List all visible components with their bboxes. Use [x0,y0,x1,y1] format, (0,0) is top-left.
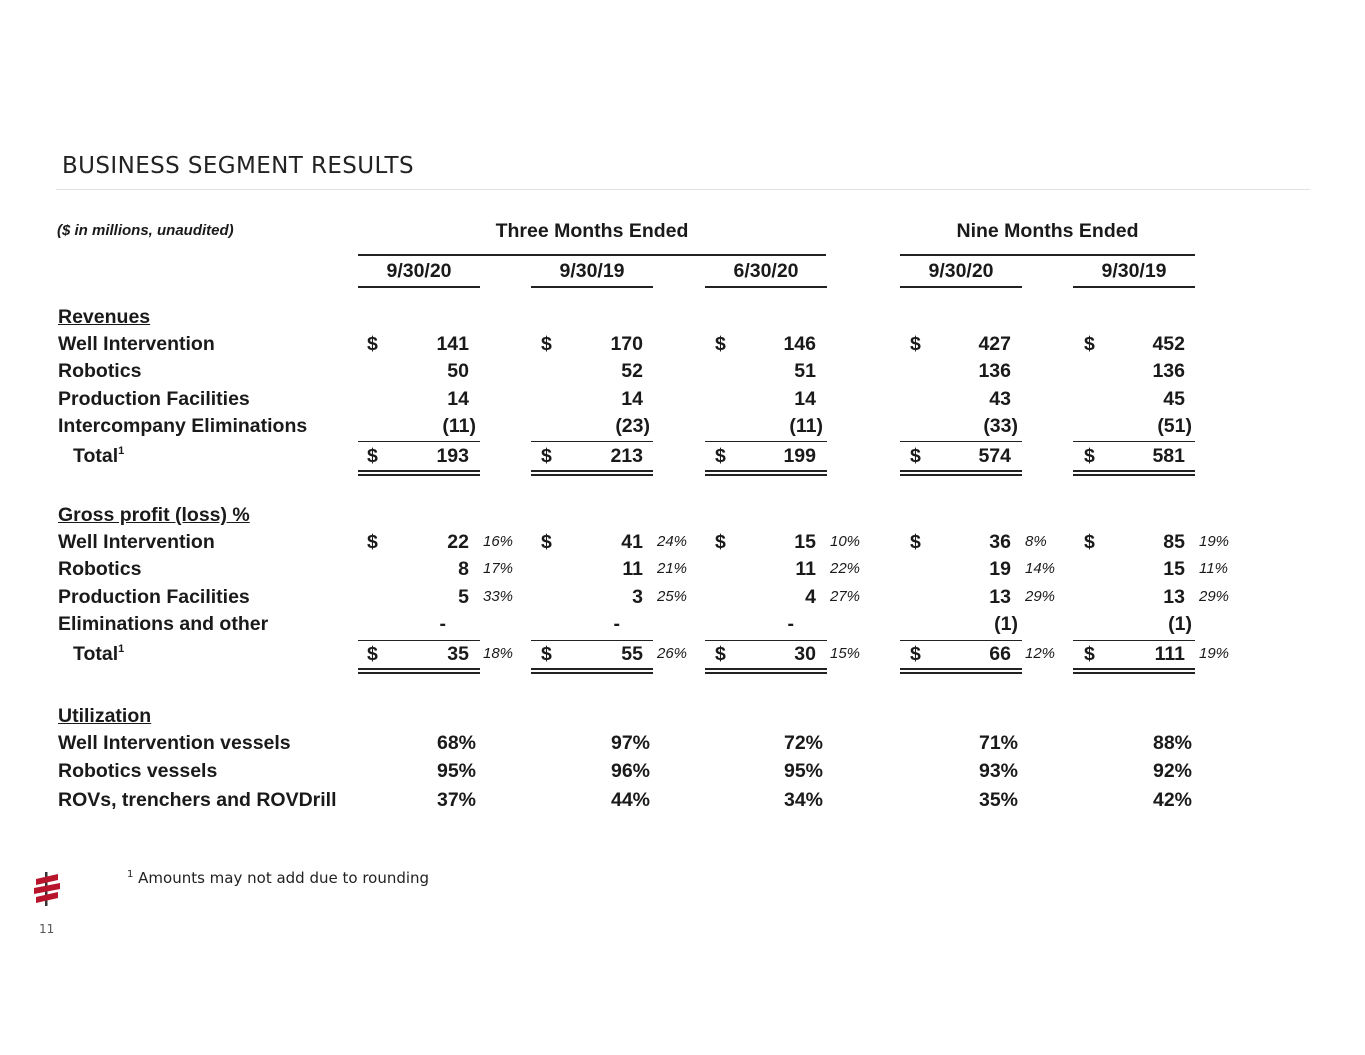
currency-symbol: $ [910,531,921,553]
cell-value: (1) [1168,613,1192,635]
utilization-value: 92% [1152,760,1192,782]
row-label: ROVs, trenchers and ROVDrill [58,789,337,811]
utilization-value: 72% [783,732,823,754]
margin-pct: 25% [657,588,688,605]
currency-symbol: $ [541,531,552,553]
row-label: Well Intervention [58,531,215,553]
total-label-text: Total [73,643,119,665]
cell-value: 11 [622,558,643,580]
col-header-rule [1073,286,1195,288]
currency-symbol: $ [1084,531,1095,553]
margin-pct: 21% [657,560,688,577]
subtotal-rule [900,640,1022,641]
subtotal-rule [358,640,480,641]
cell-value: 136 [1152,360,1185,382]
col-header-rule [705,286,827,288]
margin-pct: 26% [657,645,688,662]
cell-value: 136 [978,360,1011,382]
row-label: Intercompany Eliminations [58,415,308,437]
col-header-rule [900,286,1022,288]
helix-logo [30,871,64,907]
col-header-3: 6/30/20 [733,260,799,282]
footnote-marker: 1 [118,643,125,655]
currency-symbol: $ [910,333,921,355]
utilization-value: 93% [978,760,1018,782]
currency-symbol: $ [541,643,552,665]
total-double-rule [358,668,480,674]
cell-value: (11) [442,415,476,437]
utilization-value: 35% [978,789,1018,811]
margin-pct: 15% [830,645,861,662]
row-label: Production Facilities [58,586,250,608]
col-header-rule [531,286,653,288]
section-heading-utilization: Utilization [58,705,152,727]
total-value: 35 [447,643,469,665]
helix-logo-icon [30,871,64,907]
currency-symbol: $ [715,643,726,665]
margin-pct: 24% [657,533,688,550]
margin-pct: 29% [1025,588,1056,605]
utilization-value: 95% [783,760,823,782]
subtotal-rule [1073,441,1195,442]
currency-symbol: $ [367,445,378,467]
margin-pct: 10% [830,533,861,550]
section-heading-revenues: Revenues [58,306,151,328]
total-double-rule [1073,470,1195,476]
cell-value: 52 [621,360,643,382]
currency-symbol: $ [1084,643,1095,665]
page-number: 11 [39,922,55,936]
cell-value: 13 [989,586,1011,608]
table-subtitle: ($ in millions, unaudited) [57,222,234,239]
cell-value: (11) [789,415,823,437]
margin-pct: 22% [830,560,861,577]
col-header-2: 9/30/19 [559,260,625,282]
cell-value: - [439,613,446,635]
total-double-rule [900,470,1022,476]
section-heading-gross-profit: Gross profit (loss) % [58,504,250,526]
total-double-rule [358,470,480,476]
page-title: BUSINESS SEGMENT RESULTS [62,153,414,179]
subtotal-rule [705,640,827,641]
subtotal-rule [900,441,1022,442]
cell-value: 3 [632,586,643,608]
margin-pct: 33% [483,588,514,605]
cell-value: 41 [621,531,643,553]
footnote-marker: 1 [127,869,134,880]
row-label: Eliminations and other [58,613,269,635]
subtotal-rule [358,441,480,442]
row-label: Robotics vessels [58,760,218,782]
cell-value: 427 [978,333,1011,355]
cell-value: (23) [615,415,650,437]
currency-symbol: $ [367,333,378,355]
col-header-4: 9/30/20 [928,260,994,282]
cell-value: (51) [1157,415,1192,437]
currency-symbol: $ [910,643,921,665]
cell-value: (1) [994,613,1018,635]
cell-value: 14 [447,388,469,410]
total-value: 30 [794,643,816,665]
currency-symbol: $ [541,445,552,467]
cell-value: - [787,613,794,635]
cell-value: 5 [458,586,469,608]
cell-value: 22 [447,531,469,553]
cell-value: 85 [1163,531,1185,553]
total-double-rule [900,668,1022,674]
total-value: 55 [621,643,643,665]
utilization-value: 68% [436,732,476,754]
cell-value: (33) [983,415,1018,437]
col-header-rule [358,286,480,288]
total-label [73,643,124,666]
currency-symbol: $ [715,445,726,467]
footnote [127,869,429,887]
total-double-rule [705,668,827,674]
cell-value: 14 [621,388,643,410]
total-double-rule [531,470,653,476]
total-value: 581 [1152,445,1185,467]
cell-value: 452 [1152,333,1185,355]
row-label: Robotics [58,558,142,580]
row-label: Well Intervention vessels [58,732,291,754]
footnote-marker: 1 [118,445,125,457]
total-value: 66 [989,643,1011,665]
margin-pct: 14% [1025,560,1056,577]
subtotal-rule [531,441,653,442]
utilization-value: 96% [610,760,650,782]
total-value: 199 [783,445,816,467]
margin-pct: 17% [483,560,514,577]
margin-pct: 12% [1025,645,1056,662]
cell-value: 45 [1163,388,1185,410]
cell-value: - [613,613,620,635]
utilization-value: 34% [783,789,823,811]
margin-pct: 19% [1199,645,1230,662]
total-double-rule [531,668,653,674]
margin-pct: 8% [1025,533,1047,550]
total-double-rule [705,470,827,476]
group-header-three-months: Three Months Ended [495,220,689,242]
footnote-text: Amounts may not add due to rounding [138,869,430,887]
margin-pct: 29% [1199,588,1230,605]
margin-pct: 16% [483,533,514,550]
utilization-value: 42% [1152,789,1192,811]
total-label [73,445,124,468]
utilization-value: 88% [1152,732,1192,754]
utilization-value: 95% [436,760,476,782]
margin-pct: 19% [1199,533,1230,550]
currency-symbol: $ [1084,333,1095,355]
title-divider [56,189,1310,190]
cell-value: 8 [458,558,469,580]
cell-value: 43 [989,388,1011,410]
total-double-rule [1073,668,1195,674]
cell-value: 14 [794,388,816,410]
cell-value: 51 [794,360,816,382]
group-rule-three-months [358,254,826,256]
cell-value: 19 [989,558,1011,580]
currency-symbol: $ [541,333,552,355]
subtotal-rule [531,640,653,641]
utilization-value: 97% [610,732,650,754]
row-label: Production Facilities [58,388,250,410]
total-label-text: Total [73,445,119,467]
utilization-value: 37% [436,789,476,811]
cell-value: 170 [610,333,643,355]
col-header-1: 9/30/20 [386,260,452,282]
col-header-5: 9/30/19 [1101,260,1167,282]
row-label: Well Intervention [58,333,215,355]
cell-value: 141 [436,333,469,355]
margin-pct: 18% [483,645,514,662]
margin-pct: 11% [1199,560,1228,577]
cell-value: 13 [1163,586,1185,608]
subtotal-rule [1073,640,1195,641]
total-value: 111 [1154,643,1185,665]
cell-value: 11 [795,558,816,580]
group-rule-nine-months [900,254,1195,256]
cell-value: 15 [1163,558,1185,580]
row-label: Robotics [58,360,142,382]
cell-value: 4 [805,586,816,608]
cell-value: 50 [447,360,469,382]
currency-symbol: $ [715,531,726,553]
cell-value: 15 [794,531,816,553]
total-value: 574 [978,445,1011,467]
currency-symbol: $ [367,531,378,553]
cell-value: 146 [783,333,816,355]
total-value: 213 [610,445,643,467]
currency-symbol: $ [910,445,921,467]
group-header-nine-months: Nine Months Ended [956,220,1139,242]
subtotal-rule [705,441,827,442]
currency-symbol: $ [1084,445,1095,467]
margin-pct: 27% [830,588,861,605]
currency-symbol: $ [367,643,378,665]
utilization-value: 71% [978,732,1018,754]
utilization-value: 44% [610,789,650,811]
currency-symbol: $ [715,333,726,355]
cell-value: 36 [989,531,1011,553]
total-value: 193 [436,445,469,467]
